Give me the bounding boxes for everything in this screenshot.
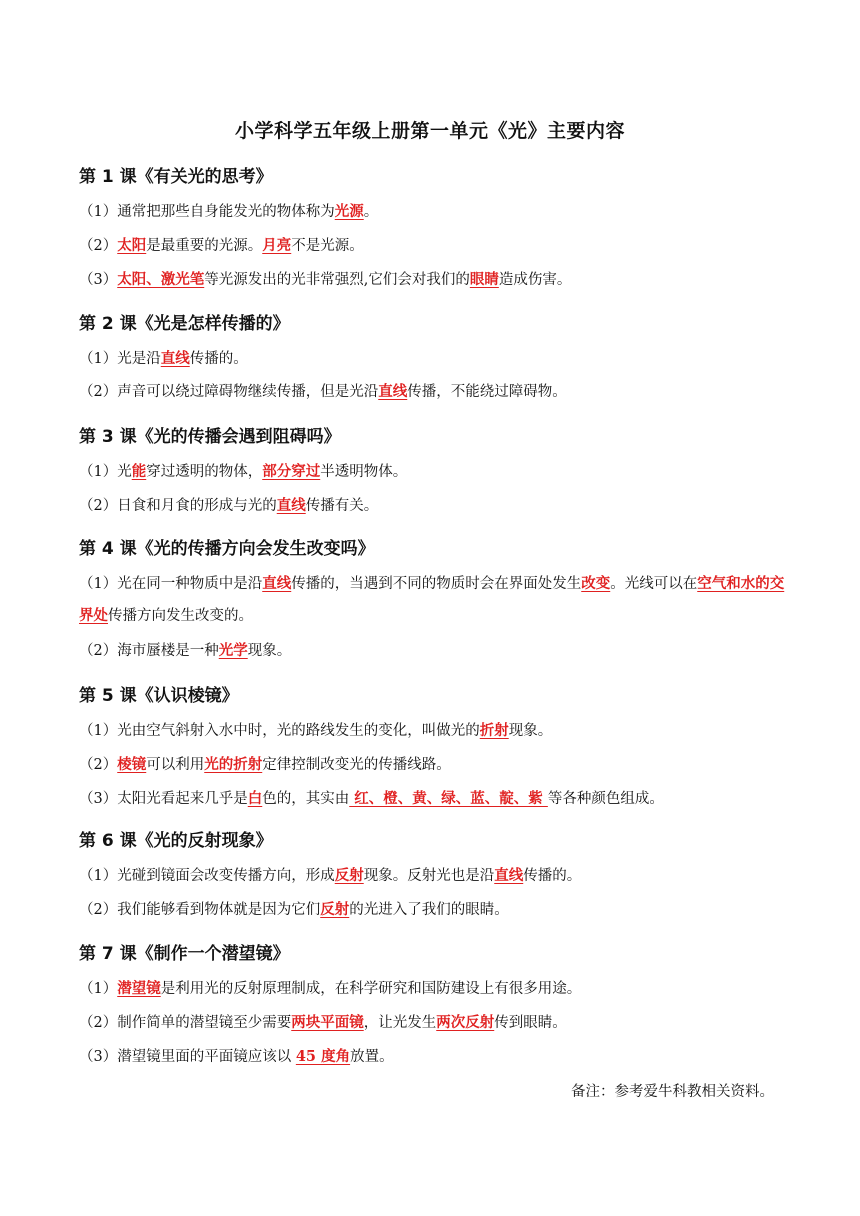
text-run: 等各种颜色组成。 (547, 791, 664, 807)
text-run: （1）通常把那些自身能发光的物体称为 (79, 204, 335, 220)
text-run: 定律控制改变光的传播线路。 (262, 757, 451, 773)
lesson-3-point-1 (79, 456, 785, 488)
key-term: 部分穿过 (262, 463, 321, 480)
key-term: 改变 (581, 575, 611, 592)
lesson-heading-7: 第 7 课《制作一个潜望镜》 (79, 944, 290, 964)
lesson-1-point-3 (79, 264, 785, 296)
text-run: 传到眼睛。 (494, 1015, 567, 1031)
lesson-heading-3: 第 3 课《光的传播会遇到阻碍吗》 (79, 427, 341, 447)
lesson-4-point-2 (79, 635, 785, 667)
text-run: 色的，其实由 (262, 791, 350, 807)
lesson-2-point-1 (79, 343, 785, 375)
key-term: 光源 (334, 203, 364, 220)
key-term: 两块平面镜 (291, 1014, 364, 1031)
text-run: 可以利用 (146, 757, 205, 773)
lesson-heading-4: 第 4 课《光的传播方向会发生改变吗》 (79, 539, 375, 559)
lesson-4-point-1 (79, 568, 785, 632)
lesson-7-point-3 (79, 1041, 785, 1073)
key-term: 红、橙、黄、绿、蓝、靛、紫 (349, 790, 548, 807)
lesson-5-point-3 (79, 783, 785, 815)
key-term: 两次反射 (436, 1014, 495, 1031)
key-term: 直线 (262, 575, 292, 592)
text-run: 造成伤害。 (498, 272, 572, 288)
key-term: 太阳 (117, 237, 147, 254)
lesson-3-point-2 (79, 490, 785, 522)
text-run: 。 (363, 204, 379, 220)
text-run: 传播的，当遇到不同的物质时会在界面处发生 (291, 576, 582, 592)
key-term: 光学 (218, 642, 248, 659)
text-run: （1）光 (79, 464, 132, 480)
key-term: 光的折射 (204, 756, 263, 773)
text-run: 的光进入了我们的眼睛。 (349, 902, 509, 918)
key-term: 直线 (378, 383, 408, 400)
key-term: 反射 (334, 867, 364, 884)
lesson-5-point-2 (79, 749, 785, 781)
lesson-7-point-2 (79, 1007, 785, 1039)
page-title: 小学科学五年级上册第一单元《光》主要内容 (234, 120, 625, 142)
lesson-2-point-2 (79, 376, 785, 408)
text-run: 是利用光的反射原理制成，在科学研究和国防建设上有很多用途。 (160, 981, 582, 997)
text-run: 传播有关。 (305, 498, 379, 514)
text-run: 传播的。 (189, 351, 248, 367)
key-term: 反射 (320, 901, 350, 918)
text-run: 半透明物体。 (320, 464, 408, 480)
text-run: （2） (79, 757, 118, 773)
lesson-6-point-2 (79, 894, 785, 926)
text-run: （2）海市蜃楼是一种 (79, 643, 219, 659)
text-run: （1）光由空气斜射入水中时，光的路线发生的变化，叫做光的 (79, 723, 480, 739)
text-run: 是最重要的光源。 (146, 238, 263, 254)
text-run: （1）光碰到镜面会改变传播方向，形成 (79, 868, 335, 884)
text-run: 现象。 (508, 723, 553, 739)
text-run: （3）潜望镜里面的平面镜应该以 (79, 1049, 296, 1065)
lesson-heading-2: 第 2 课《光是怎样传播的》 (79, 314, 290, 334)
text-run: （1）光在同一种物质中是沿 (79, 576, 263, 592)
key-term: 月亮 (262, 237, 292, 254)
lesson-heading-1: 第 1 课《有关光的思考》 (79, 167, 273, 187)
text-run: （2） (79, 238, 118, 254)
text-run: 传播方向发生改变的。 (108, 608, 253, 624)
text-run: （2）我们能够看到物体就是因为它们 (79, 902, 321, 918)
key-term: 能 (131, 463, 147, 480)
text-run: 传播，不能绕过障碍物。 (407, 384, 567, 400)
text-run: 传播的。 (523, 868, 582, 884)
text-run: 现象。反射光也是沿 (363, 868, 495, 884)
text-run: （2）日食和月食的形成与光的 (79, 498, 277, 514)
text-run: （3） (79, 272, 118, 288)
key-term: 棱镜 (117, 756, 147, 773)
key-term: 45 度角 (295, 1048, 351, 1065)
lesson-7-point-1 (79, 973, 785, 1005)
lesson-1-point-2 (79, 230, 785, 262)
key-term: 直线 (160, 350, 190, 367)
text-run: （1）光是沿 (79, 351, 161, 367)
lesson-heading-6: 第 6 课《光的反射现象》 (79, 831, 273, 851)
text-run: 放置。 (350, 1049, 394, 1065)
text-run: ，让光发生 (363, 1015, 437, 1031)
key-term: 折射 (479, 722, 509, 739)
key-term: 眼睛 (469, 271, 499, 288)
key-term: 空气和水的交界处 (79, 575, 785, 624)
text-run: （3）太阳光看起来几乎是 (79, 791, 248, 807)
text-run: 现象。 (247, 643, 292, 659)
key-term: 白 (247, 790, 263, 807)
text-run: 等光源发出的光非常强烈,它们会对我们的 (204, 272, 470, 288)
text-run: 不是光源。 (291, 238, 364, 254)
key-term: 潜望镜 (117, 980, 161, 997)
text-run: 。光线可以在 (610, 576, 698, 592)
key-term: 太阳、激光笔 (117, 271, 205, 288)
footnote: 备注：参考爱牛科教相关资料。 (571, 1084, 774, 1100)
text-run: （1） (79, 981, 118, 997)
lesson-heading-5: 第 5 课《认识棱镜》 (79, 686, 239, 706)
text-run: 穿过透明的物体， (146, 464, 263, 480)
text-run: （2）声音可以绕过障碍物继续传播，但是光沿 (79, 384, 379, 400)
lesson-6-point-1 (79, 860, 785, 892)
text-run: （2）制作简单的潜望镜至少需要 (79, 1015, 292, 1031)
key-term: 直线 (276, 497, 306, 514)
lesson-1-point-1 (79, 196, 785, 228)
lesson-5-point-1 (79, 715, 785, 747)
key-term: 直线 (494, 867, 524, 884)
